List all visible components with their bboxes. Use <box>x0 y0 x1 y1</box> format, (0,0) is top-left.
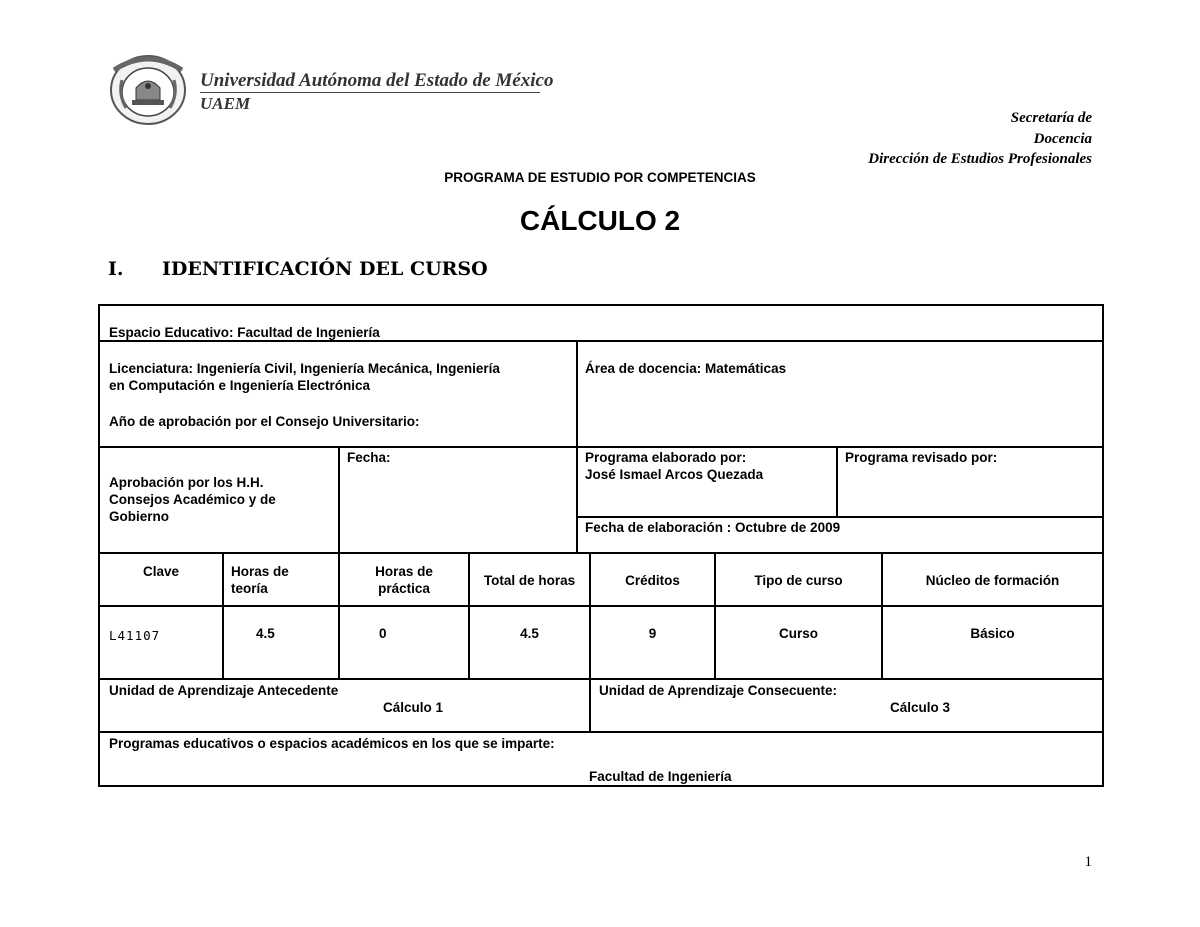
column-divider <box>881 552 883 678</box>
direccion-line: Dirección de Estudios Profesionales <box>868 151 1092 167</box>
col-header-tipo-curso: Tipo de curso <box>754 573 843 588</box>
page-number: 1 <box>1084 854 1092 870</box>
column-divider <box>468 552 470 678</box>
value-horas-teoria: 4.5 <box>256 626 275 641</box>
consecuente-label: Unidad de Aprendizaje Consecuente: <box>599 683 838 698</box>
value-creditos: 9 <box>648 626 657 641</box>
row-divider <box>100 605 1102 607</box>
programas-value: Facultad de Ingeniería <box>589 769 732 784</box>
row-divider <box>100 731 1102 733</box>
course-identification-table <box>98 304 1104 787</box>
aprobacion-line-3: Gobierno <box>109 509 169 524</box>
uaem-seal-logo <box>108 50 188 128</box>
secretaria-line-1: Secretaría de <box>1010 110 1092 126</box>
aprobacion-line-2: Consejos Académico y de <box>109 492 276 507</box>
university-name: Universidad Autónoma del Estado de México <box>200 70 554 91</box>
licenciatura-line-1: Licenciatura: Ingeniería Civil, Ingeniería Mecánica, Ingeniería <box>109 361 500 376</box>
column-divider <box>714 552 716 678</box>
col-header-horas-practica <box>340 563 468 597</box>
column-divider <box>222 552 224 678</box>
horas-teoria-line-2: teoría <box>231 581 268 596</box>
antecedente-label: Unidad de Aprendizaje Antecedente <box>109 683 339 698</box>
horas-practica-line-1: Horas de <box>375 564 433 579</box>
section-number: I. <box>108 258 124 280</box>
col-header-total-horas: Total de horas <box>483 573 576 588</box>
program-title: PROGRAMA DE ESTUDIO POR COMPETENCIAS <box>444 170 756 185</box>
secretaria-line-2: Docencia <box>1033 130 1092 147</box>
university-abbreviation: UAEM <box>200 94 251 113</box>
consecuente-value: Cálculo 3 <box>890 700 951 715</box>
programas-label: Programas educativos o espacios académicos en los que se imparte: <box>109 736 555 751</box>
licenciatura <box>109 360 569 394</box>
area-docencia: Área de docencia: Matemáticas <box>585 361 787 376</box>
aprobacion-line-1: Aprobación por los H.H. <box>109 475 264 490</box>
column-divider <box>338 446 340 552</box>
col-header-clave: Clave <box>142 564 180 579</box>
programa-revisado-label: Programa revisado por: <box>845 450 998 465</box>
row-divider <box>100 446 1102 448</box>
antecedente-value: Cálculo 1 <box>383 700 444 715</box>
course-title: CÁLCULO 2 <box>519 205 681 236</box>
elaborado-label: Programa elaborado por: <box>585 450 747 465</box>
licenciatura-line-2: en Computación e Ingeniería Electrónica <box>109 378 371 393</box>
row-divider <box>577 516 1102 518</box>
horas-teoria-line-1: Horas de <box>231 564 289 579</box>
programa-elaborado <box>585 449 763 483</box>
secretaria-block <box>868 108 1092 170</box>
value-tipo-curso: Curso <box>778 626 818 641</box>
col-header-horas-teoria <box>231 563 331 597</box>
row-divider <box>100 678 1102 680</box>
section-title: IDENTIFICACIÓN DEL CURSO <box>162 258 488 280</box>
anio-aprobacion: Año de aprobación por el Consejo Universitario: <box>109 414 420 429</box>
espacio-educativo: Espacio Educativo: Facultad de Ingeniería <box>109 325 380 340</box>
value-nucleo: Básico <box>970 626 1015 641</box>
fecha-label: Fecha: <box>347 450 391 465</box>
value-total-horas: 4.5 <box>520 626 539 641</box>
value-horas-practica: 0 <box>379 626 387 641</box>
col-header-creditos: Créditos <box>625 573 680 588</box>
fecha-elaboracion: Fecha de elaboración : Octubre de 2009 <box>585 520 841 535</box>
elaborado-name: José Ismael Arcos Quezada <box>585 467 764 482</box>
section-heading <box>108 258 488 280</box>
aprobacion-consejos <box>109 474 329 525</box>
university-name-rule <box>200 92 540 93</box>
value-clave: L41107 <box>109 628 161 643</box>
column-divider <box>836 446 838 517</box>
horas-practica-line-2: práctica <box>378 581 430 596</box>
col-header-nucleo: Núcleo de formación <box>925 573 1060 588</box>
row-divider <box>100 552 1102 554</box>
column-divider <box>576 340 578 552</box>
